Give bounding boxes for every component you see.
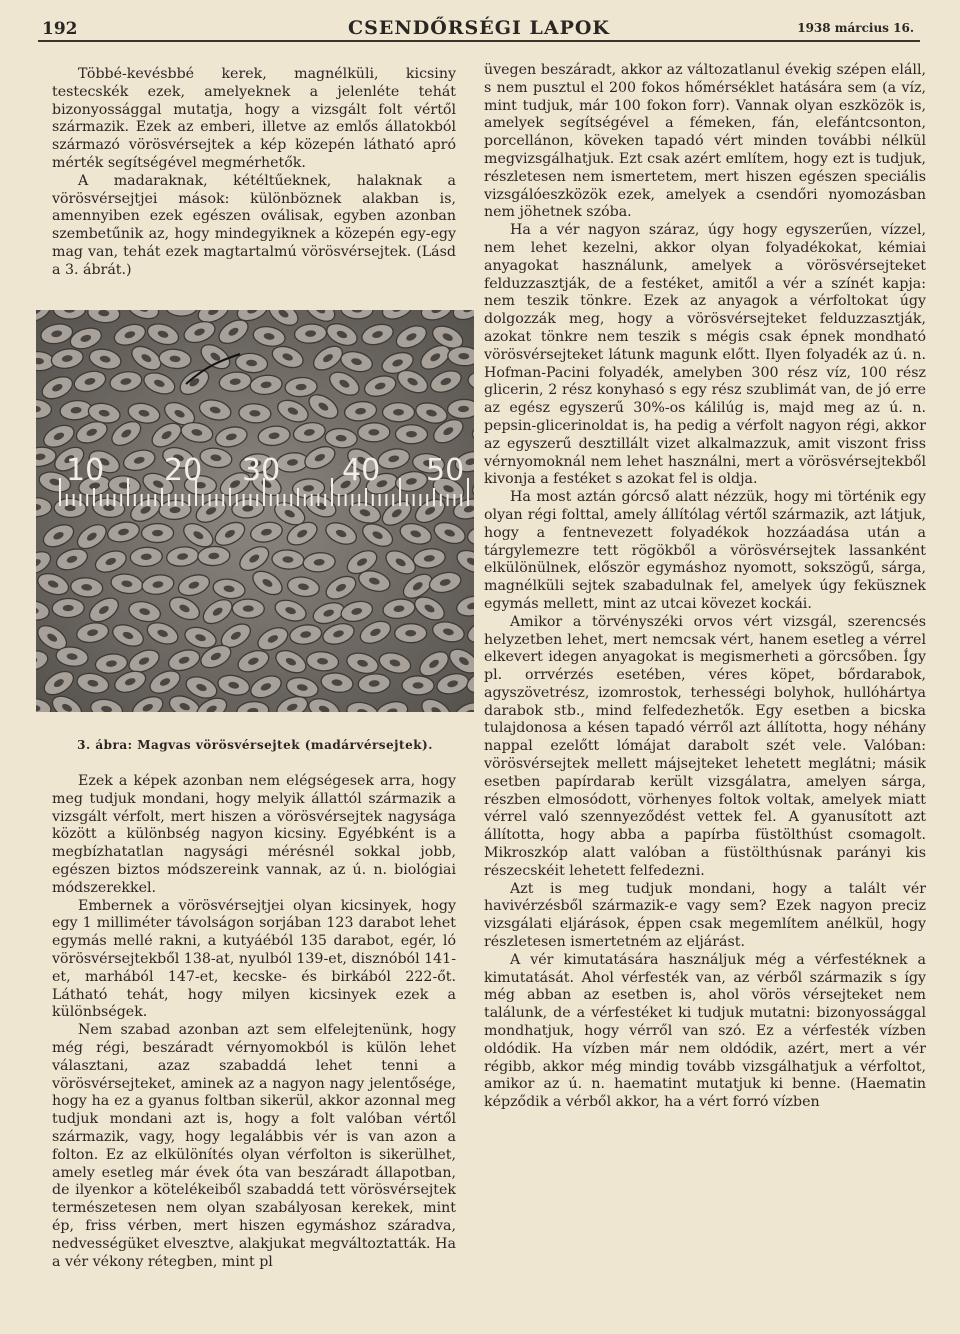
paragraph: Ezek a képek azonban nem elégségesek arra, hogy meg tudjuk mondani, hogy melyik állattól származik a vizsgált vérfolt, mert hiszen a vörösvérsejtek nagysága között a különbség nagyon kicsiny. Egyébként is a megbízhatatlan nagysági mérésnél sokkal jobb, egészen biztos módszereink vannak, az ú. n. biológiai módszerekkel.: [52, 773, 456, 896]
page-header: [38, 14, 920, 42]
paragraph: Azt is meg tudjuk mondani, hogy a talált vér havivérzésből származik-e vagy sem? Ezek nagyon preciz vizsgálati eljárások, éppen csak megemlítem anélkül, hogy részletesen ismertetném az eljárást.: [484, 880, 926, 951]
page-number: 192: [42, 19, 78, 39]
paragraph: Amikor a törvényszéki orvos vért vizsgál, szerencsés helyzetben lehet, mert nemcsak vért, hanem esetleg a vérrel elkevert idegen anyagokat is megismerheti a görcsőben. Így pl. orrvérzés esetében, véres köpet, bőrdarabok, agyszövetrész, izomrostok, terhességi bolyhok, hullóhártya darabok stb., mind felfedezhetők. Egy esetben a bicska tulajdonosa a késen tapadó vérről azt állította, hogy néhány nappal ezelőtt lómájat darabolt szét vele. Valóban: vörösvérsejtek mellett májsejteket lehetett meglátni; másik esetben papírdarab került vizsgálatra, amelyen sárga, részben elmosódott, vörhenyes foltok voltak, amelyek miatt vérrel való szennyeződést vettek fel. A gyanusított azt állította, hogy abba a papírba füstölthúst csomagolt. Mikroszkóp alatt valóban a füstölthúsnak parányi kis részecskéit lehetett felfedezni.: [484, 613, 926, 879]
paragraph: Nem szabad azonban azt sem elfelejtenünk, hogy még régi, beszáradt vérnyomokból is külön lehet választani, azaz szabaddá lehet tenni a vörösvérsejteket, aminek az a nagyon nagy jelentősége, hogy ha ez a gyanus foltban sikerül, akkor azonnal meg tudjuk mondani azt is, hogy a folt valóban vértől származik, vagy, hogy legalábbis vér is van azon a folton. Ez az elkülönítés olyan vérfolton is sikerülhet, amely esetleg már évek óta van beszáradt állapotban, de ilyenkor a kötelékeiből szabaddá tett vörösvérsejtek természetesen nem olyan szabályosan kerekek, mint ép, friss vérben, mert hiszen egymáshoz száradva, nedvességüket elvesztve, alakjukat megváltoztatták. Ha a vér vékony rétegben, mint pl: [52, 1022, 456, 1270]
scale-number: 40: [342, 453, 381, 488]
issue-date: 1938 március 16.: [797, 21, 914, 35]
cell-nucleus: [393, 409, 404, 415]
paragraph: üvegen beszáradt, akkor az változatlanul évekig szépen eláll, s nem pusztul el 200 fokos hőmérséklet hatására sem (a víz, mint tudjuk, már 100 fokon forr). Vannak olyan eszközök is, amelyek segítségével a fémeken, fán, elefántcsonton, porcellánon, köveken tapadó vért minden további nélkül megvizsgálhatjuk. Ezt csak azért említem, hogy ezt is tudjuk, részletesen nem ismertetem, mert hiszen egészen speciális vizsgálóeszközök ezek, amelyek a csendőri nyomozásban nem jöhetnek szóba.: [484, 62, 926, 221]
cell-nucleus: [152, 530, 163, 536]
micrograph-figure: [36, 310, 474, 712]
paragraph: A vér kimutatására használjuk még a vérfestéknek a kimutatását. Ahol vérfesték van, az vérből származik s így még abban az esetben is, ahol vörös vérsejteket nem találunk, de a vérfestéket ki tudjuk mutatni: bizonyossággal mondhatjuk, hogy vérről van szó. Ez a vérfesték vízben oldódik. Ha vízben már nem oldódik, azért, mert a vér régibb, akkor még mindig tovább vizsgálhatjuk a vérfoltot, amikor az ú. n. haematint mutatjuk ki benne. (Haematin képződik a vérből akkor, ha a vért forró vízben: [484, 951, 926, 1111]
right-column: [484, 62, 926, 1306]
scale-number: 20: [164, 453, 203, 488]
scale-number: 50: [426, 453, 465, 488]
journal-title: CSENDŐRSÉGI LAPOK: [348, 17, 610, 39]
figure-caption: 3. ábra: Magvas vörösvérsejtek (madárvérsejtek).: [77, 738, 433, 752]
left-column-top: [52, 66, 456, 300]
left-column-bottom: [52, 773, 456, 1305]
paragraph: Többé-kevésbbé kerek, magnélküli, kicsiny testecskék ezek, amelyeknek a jelenléte tehát bizonyossággal mutatja, hogy a vizsgált folt vértől származik. Ezek az emberi, illetve az emlős állatokból származó vörösvérsejtek a kép közepén látható apró mérték segítségével megmérhetők.: [52, 66, 456, 171]
paragraph: A madaraknak, kétéltűeknek, halaknak a vörösvérsejtjei mások: különböznek alakban is, amennyiben ezek egészen oválisak, egyben azonban szembetűnik az, hogy mindegyiknek a közepén egy-egy mag van, tehát ezek magtartalmú vörösvérsejtek. (Lásd a 3. ábrát.): [52, 172, 456, 278]
scale-number: 30: [242, 453, 281, 488]
blood-cells-micrograph: [36, 310, 474, 712]
paragraph: Ha a vér nagyon száraz, úgy hogy egyszerűen, vízzel, nem lehet kezelni, akkor olyan folyadékokat, kémiai anyagokat használunk, amelyek a vörösvérsejteket felduzzasztják, de a festéket, amitől a vér a színét kapja: nem teszik tönkre. Ezek az anyagok a vérfoltokat úgy dolgozzák meg, hogy a vörösvérsejteket felduzzasztják, azokat tönkre nem teszik s mégis csak épnek mondható vörösvérsejteket látunk magunk előtt. Ilyen folyadék az ú. n. Hofman-Pacini folyadék, amelyben 300 rész víz, 100 rész glicerin, 2 rész konyhasó s egy rész szublimát van, de jó erre az egész egyszerű 30%-os kálilúg is, majd meg az ú. n. pepsin-glicerinoldat is, ha pedig a vérfolt nagyon régi, akkor az egyszerű desztillált vizet alkalmazzuk, amit viszont friss vérnyomoknál nem lehet használni, mert a vörösvérsejtekből kivonja a festéket s azokat fel is oldja.: [484, 222, 926, 488]
paragraph: Embernek a vörösvérsejtjei olyan kicsinyek, hogy egy 1 milliméter távolságon sorjában 123 darabot lehet egymás mellé rakni, a kutyáéból 135 darabot, egér, ló vörösvérsejtekből 138-at, nyulból 139-et, disznóból 141-et, marhából 147-et, kecske- és birkából 222-őt. Látható tehát, hogy milyen kicsinyek ezek a különbségek.: [52, 897, 456, 1021]
scale-number: 10: [66, 453, 105, 488]
paragraph: Ha most aztán górcső alatt nézzük, hogy mi történik egy olyan régi folttal, amely állítólag vértől származik, azt látjuk, hogy a fentnevezett folyadékok hozzáadása után a tárgylemezre tett rögökből a vörösvérsejtek lassanként elkülönülnek, először egymáshoz nyomott, sokszögű, sárga, magnélküli sejtek szabadulnak fel, amelyek úgy feküsznek egymás mellett, mint az utcai kövezet kockái.: [484, 489, 926, 612]
